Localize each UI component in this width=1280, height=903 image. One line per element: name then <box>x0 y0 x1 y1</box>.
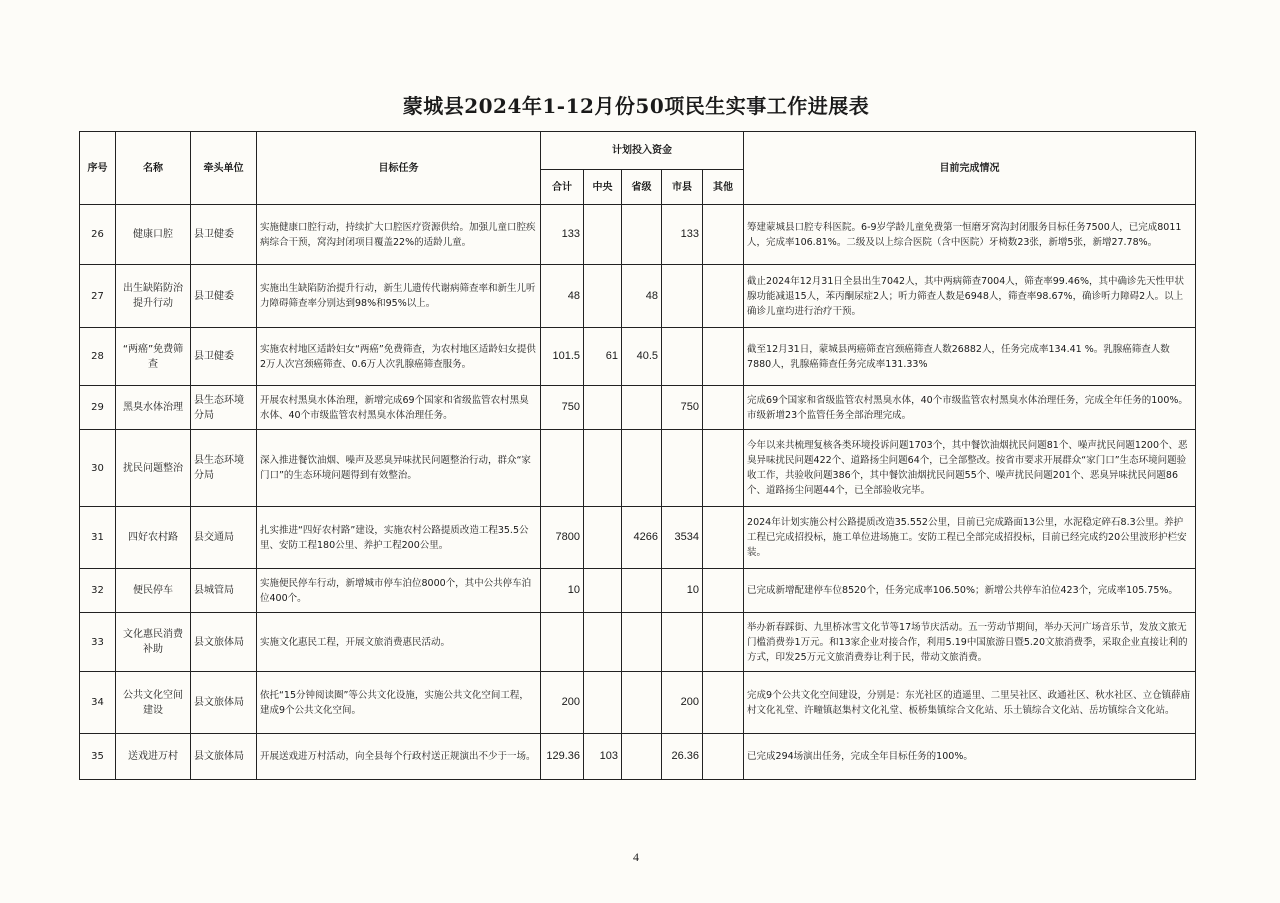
row-lead: 县卫健委 <box>191 265 257 328</box>
header-other: 其他 <box>703 170 744 205</box>
page-title: 蒙城县2024年1-12月份50项民生实事工作进展表 <box>402 94 870 118</box>
row-fund-total: 10 <box>541 569 584 613</box>
row-name: 黑臭水体治理 <box>116 386 191 430</box>
row-task: 开展农村黑臭水体治理，新增完成69个国家和省级监管农村黑臭水体、40个市级监管农村黑臭水体治理任务。 <box>257 386 541 430</box>
row-fund-city <box>662 265 703 328</box>
row-lead: 县交通局 <box>191 507 257 569</box>
row-fund-other <box>703 734 744 780</box>
row-fund-other <box>703 265 744 328</box>
row-name: “两癌”免费筛查 <box>116 328 191 386</box>
row-fund-province <box>622 386 662 430</box>
row-fund-total: 750 <box>541 386 584 430</box>
row-fund-other <box>703 672 744 734</box>
row-fund-province <box>622 734 662 780</box>
row-lead: 县文旅体局 <box>191 672 257 734</box>
row-seq: 34 <box>80 672 116 734</box>
row-task: 实施农村地区适龄妇女“两癌”免费筛查，为农村地区适龄妇女提供2万人次宫颈癌筛查、0.6万人次乳腺癌筛查服务。 <box>257 328 541 386</box>
row-status: 举办新春踩街、九里桥冰雪文化节等17场节庆活动。五一劳动节期间，举办天河广场音乐节，发放文旅无门槛消费券1万元。和13家企业对接合作，利用5.19中国旅游日暨5.20文旅消费季，采取企业直接让利的方式，印发25万元文旅消费券让利于民，带动文旅消费。 <box>744 613 1196 672</box>
header-status: 目前完成情况 <box>744 132 1196 205</box>
table-row <box>80 328 1196 386</box>
row-seq: 35 <box>80 734 116 780</box>
row-status: 截至12月31日，蒙城县两癌筛查宫颈癌筛查人数26882人，任务完成率134.41 %。乳腺癌筛查人数 7880人，乳腺癌筛查任务完成率131.33% <box>744 328 1196 386</box>
row-status: 完成9个公共文化空间建设，分别是：东光社区的逍遥里、二里吴社区、政通社区、秋水社区、立仓镇薛庙村文化礼堂、许疃镇赵集村文化礼堂、板桥集镇综合文化站、乐土镇综合文化站、岳坊镇综合文化站。 <box>744 672 1196 734</box>
row-fund-central <box>584 569 622 613</box>
row-lead: 县生态环境分局 <box>191 386 257 430</box>
row-fund-city <box>662 430 703 507</box>
row-fund-city <box>662 328 703 386</box>
row-fund-total: 129.36 <box>541 734 584 780</box>
row-fund-central <box>584 613 622 672</box>
header-province: 省级 <box>622 170 662 205</box>
row-name: 便民停车 <box>116 569 191 613</box>
row-fund-province <box>622 205 662 265</box>
row-fund-province: 40.5 <box>622 328 662 386</box>
row-task: 实施文化惠民工程，开展文旅消费惠民活动。 <box>257 613 541 672</box>
row-fund-central <box>584 430 622 507</box>
row-fund-other <box>703 430 744 507</box>
row-fund-total <box>541 613 584 672</box>
row-fund-central <box>584 386 622 430</box>
row-fund-other <box>703 328 744 386</box>
row-task: 开展送戏进万村活动，向全县每个行政村送正规演出不少于一场。 <box>257 734 541 780</box>
row-fund-province: 48 <box>622 265 662 328</box>
row-fund-city: 26.36 <box>662 734 703 780</box>
row-fund-city: 200 <box>662 672 703 734</box>
row-fund-other <box>703 205 744 265</box>
row-fund-other <box>703 569 744 613</box>
row-fund-other <box>703 507 744 569</box>
row-status: 2024年计划实施公村公路提质改造35.552公里，目前已完成路面13公里，水泥稳定碎石8.3公里。养护工程已完成招投标，施工单位进场施工。安防工程已全部完成招投标，目前已经完成约20公里波形护栏安装。 <box>744 507 1196 569</box>
row-fund-central <box>584 672 622 734</box>
row-name: 文化惠民消费补助 <box>116 613 191 672</box>
row-task: 实施健康口腔行动，持续扩大口腔医疗资源供给。加强儿童口腔疾病综合干预，窝沟封闭项目覆盖22%的适龄儿童。 <box>257 205 541 265</box>
row-task: 实施出生缺陷防治提升行动，新生儿遗传代谢病筛查率和新生儿听力障碍筛查率分别达到98%和95%以上。 <box>257 265 541 328</box>
row-name: 公共文化空间建设 <box>116 672 191 734</box>
table-row <box>80 507 1196 569</box>
row-lead: 县卫健委 <box>191 205 257 265</box>
row-fund-city <box>662 613 703 672</box>
row-name: 送戏进万村 <box>116 734 191 780</box>
row-seq: 29 <box>80 386 116 430</box>
table-row <box>80 613 1196 672</box>
row-name: 扰民问题整治 <box>116 430 191 507</box>
row-status: 今年以来共梳理复核各类环境投诉问题1703个，其中餐饮油烟扰民问题81个、噪声扰民问题1200个、恶臭异味扰民问题422个、道路扬尘问题64个，已全部整改。按省市要求开展群众“家门口”生态环境问题验收工作，共验收问题386个，其中餐饮油烟扰民问题55个、噪声扰民问题201个、恶臭异味扰民问题86个、道路扬尘问题44个，已全部验收完毕。 <box>744 430 1196 507</box>
row-seq: 32 <box>80 569 116 613</box>
row-task: 深入推进餐饮油烟、噪声及恶臭异味扰民问题整治行动，群众“家门口”的生态环境问题得到有效整治。 <box>257 430 541 507</box>
row-lead: 县生态环境分局 <box>191 430 257 507</box>
row-fund-central <box>584 205 622 265</box>
row-fund-total: 7800 <box>541 507 584 569</box>
row-lead: 县文旅体局 <box>191 613 257 672</box>
row-seq: 27 <box>80 265 116 328</box>
row-lead: 县城管局 <box>191 569 257 613</box>
row-status: 已完成新增配建停车位8520个，任务完成率106.50%；新增公共停车泊位423个，完成率105.75%。 <box>744 569 1196 613</box>
row-fund-city: 133 <box>662 205 703 265</box>
row-seq: 28 <box>80 328 116 386</box>
table-row <box>80 205 1196 265</box>
header-funds: 计划投入资金 <box>541 132 744 170</box>
row-fund-city: 3534 <box>662 507 703 569</box>
table-row <box>80 265 1196 328</box>
row-fund-total: 48 <box>541 265 584 328</box>
row-fund-total <box>541 430 584 507</box>
row-lead: 县卫健委 <box>191 328 257 386</box>
row-seq: 26 <box>80 205 116 265</box>
row-fund-total: 101.5 <box>541 328 584 386</box>
table-row <box>80 734 1196 780</box>
row-name: 出生缺陷防治提升行动 <box>116 265 191 328</box>
header-central: 中央 <box>584 170 622 205</box>
row-status: 完成69个国家和省级监管农村黑臭水体，40个市级监管农村黑臭水体治理任务，完成全年任务的100%。市级新增23个监管任务全部治理完成。 <box>744 386 1196 430</box>
row-fund-other <box>703 613 744 672</box>
header-total: 合计 <box>541 170 584 205</box>
table-row <box>80 430 1196 507</box>
row-fund-central <box>584 507 622 569</box>
row-fund-province <box>622 672 662 734</box>
row-task: 实施便民停车行动，新增城市停车泊位8000个，其中公共停车泊位400个。 <box>257 569 541 613</box>
header-seq: 序号 <box>80 132 116 205</box>
row-fund-central: 61 <box>584 328 622 386</box>
row-fund-province <box>622 430 662 507</box>
row-fund-total: 200 <box>541 672 584 734</box>
row-name: 四好农村路 <box>116 507 191 569</box>
header-name: 名称 <box>116 132 191 205</box>
row-fund-other <box>703 386 744 430</box>
table-row <box>80 569 1196 613</box>
header-city: 市县 <box>662 170 703 205</box>
row-seq: 31 <box>80 507 116 569</box>
row-fund-province <box>622 569 662 613</box>
row-fund-total: 133 <box>541 205 584 265</box>
progress-table <box>79 131 1196 780</box>
row-task: 扎实推进“四好农村路”建设，实施农村公路提质改造工程35.5公里、安防工程180公里、养护工程200公里。 <box>257 507 541 569</box>
page-number: 4 <box>633 850 639 864</box>
row-seq: 33 <box>80 613 116 672</box>
row-fund-central: 103 <box>584 734 622 780</box>
row-status: 已完成294场演出任务，完成全年目标任务的100%。 <box>744 734 1196 780</box>
table-row <box>80 386 1196 430</box>
row-fund-province <box>622 613 662 672</box>
header-task: 目标任务 <box>257 132 541 205</box>
row-task: 依托“15分钟阅读圈”等公共文化设施，实施公共文化空间工程，建成9个公共文化空间。 <box>257 672 541 734</box>
row-status: 筹建蒙城县口腔专科医院。6-9岁学龄儿童免费第一恒磨牙窝沟封闭服务目标任务7500人，已完成8011人，完成率106.81%。二级及以上综合医院（含中医院）牙椅数23张，新增5张，新增27.78%。 <box>744 205 1196 265</box>
row-fund-city: 750 <box>662 386 703 430</box>
row-seq: 30 <box>80 430 116 507</box>
row-status: 截止2024年12月31日全县出生7042人，其中两病筛查7004人，筛查率99.46%，其中确诊先天性甲状腺功能减退15人，苯丙酮尿症2人；听力筛查人数是6948人，筛查率98.67%，确诊听力障碍2人。以上确诊儿童均进行治疗干预。 <box>744 265 1196 328</box>
row-name: 健康口腔 <box>116 205 191 265</box>
table-row <box>80 672 1196 734</box>
row-lead: 县文旅体局 <box>191 734 257 780</box>
row-fund-province: 4266 <box>622 507 662 569</box>
row-fund-central <box>584 265 622 328</box>
row-fund-city: 10 <box>662 569 703 613</box>
header-lead: 牵头单位 <box>191 132 257 205</box>
